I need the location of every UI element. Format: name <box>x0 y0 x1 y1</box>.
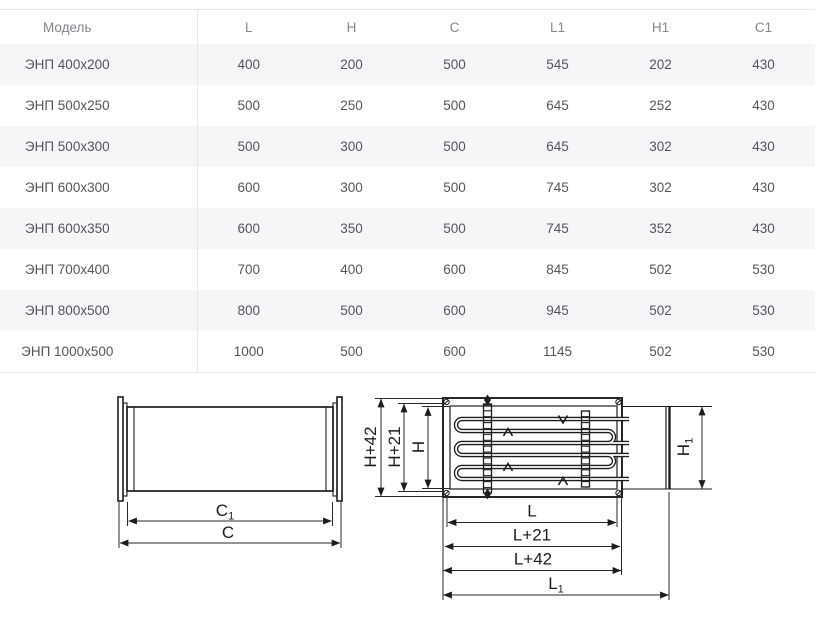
value-cell: 352 <box>649 221 672 236</box>
corner-screws <box>444 399 621 495</box>
support-bracket-right <box>582 411 590 487</box>
model-cell: ЭНП 400х200 <box>0 44 197 85</box>
dim-label-l21: L+21 <box>512 525 552 545</box>
model-cell: ЭНП 600х350 <box>0 208 197 249</box>
value-cell: 500 <box>443 139 466 154</box>
dim-label-l: L <box>527 501 537 521</box>
column-header-l: L <box>244 19 253 35</box>
value-cell: 1145 <box>542 344 573 359</box>
dim-label-h1: $H_1$ <box>674 437 696 457</box>
value-cell: 600 <box>237 180 261 195</box>
value-cell: 400 <box>340 262 363 277</box>
value-cell: 430 <box>752 57 775 72</box>
model-cell: ЭНП 800х500 <box>0 290 197 331</box>
dim-label-l1: $L_1$ <box>548 574 564 596</box>
value-cell: 252 <box>649 98 672 113</box>
value-cell: 250 <box>340 98 363 113</box>
value-cell: 545 <box>546 57 569 72</box>
dim-label-h21: H+21 <box>385 426 404 468</box>
value-cell: 600 <box>443 344 466 359</box>
model-cell: ЭНП 1000х500 <box>0 331 197 373</box>
value-cell: 600 <box>237 221 261 236</box>
value-cell: 400 <box>237 57 261 72</box>
model-cell: ЭНП 500х250 <box>0 85 197 126</box>
value-cell: 300 <box>340 139 363 154</box>
column-header-h: H <box>346 19 357 35</box>
value-cell: 500 <box>443 180 466 195</box>
value-cell: 202 <box>649 57 672 72</box>
value-cell: 302 <box>649 139 672 154</box>
value-cell: 430 <box>752 180 775 195</box>
column-header-model: Модель <box>0 10 197 45</box>
value-cell: 430 <box>752 139 775 154</box>
value-cell: 500 <box>443 57 466 72</box>
value-cell: 645 <box>546 139 569 154</box>
value-cell: 502 <box>649 344 672 359</box>
support-brackets <box>484 395 590 500</box>
flange-left-plate <box>118 397 123 501</box>
column-header-c: C <box>449 19 460 35</box>
column-header-c1: C1 <box>754 19 773 35</box>
model-cell: ЭНП 600х300 <box>0 167 197 208</box>
value-cell: 845 <box>546 262 569 277</box>
flow-direction-marks <box>504 416 568 486</box>
value-cell: 645 <box>546 98 569 113</box>
value-cell: 430 <box>752 98 775 113</box>
value-cell: 500 <box>340 344 363 359</box>
dim-label-h: H <box>409 440 428 454</box>
value-cell: 350 <box>340 221 363 236</box>
value-cell: 500 <box>237 139 261 154</box>
column-header-l1: L1 <box>549 19 566 35</box>
value-cell: 530 <box>752 344 775 359</box>
flange-right-plate <box>337 397 342 501</box>
value-cell: 1000 <box>233 344 264 359</box>
value-cell: 502 <box>649 262 672 277</box>
heater-front-view <box>361 395 712 601</box>
value-cell: 530 <box>752 303 775 318</box>
value-cell: 500 <box>443 98 466 113</box>
value-cell: 945 <box>546 303 569 318</box>
value-cell: 502 <box>649 303 672 318</box>
dimension-drawings <box>0 9 820 631</box>
terminal-box <box>622 407 712 490</box>
duct-body <box>118 397 342 501</box>
value-cell: 700 <box>237 262 261 277</box>
value-cell: 600 <box>443 262 466 277</box>
heater-outer-frame <box>443 398 622 497</box>
value-cell: 430 <box>752 221 775 236</box>
value-cell: 500 <box>443 221 466 236</box>
column-header-h1: H1 <box>651 19 670 35</box>
duct-side-view <box>118 397 342 548</box>
value-cell: 500 <box>237 98 261 113</box>
value-cell: 745 <box>546 221 569 236</box>
value-cell: 300 <box>340 180 363 195</box>
support-bracket-left <box>484 404 492 493</box>
value-cell: 800 <box>237 303 261 318</box>
dim-label-h42: H+42 <box>361 426 380 468</box>
dim-label-l42: L+42 <box>513 549 553 569</box>
value-cell: 200 <box>340 57 363 72</box>
value-cell: 600 <box>443 303 466 318</box>
front-view-extension-lines <box>375 399 669 601</box>
value-cell: 500 <box>340 303 363 318</box>
value-cell: 745 <box>546 180 569 195</box>
heating-element-coil <box>456 419 629 479</box>
value-cell: 302 <box>649 180 672 195</box>
dim-label-c: C <box>221 523 235 542</box>
dim-label-c1: $C_1$ <box>215 501 235 523</box>
model-cell: ЭНП 500х300 <box>0 126 197 167</box>
value-cell: 530 <box>752 262 775 277</box>
model-cell: ЭНП 700х400 <box>0 249 197 290</box>
